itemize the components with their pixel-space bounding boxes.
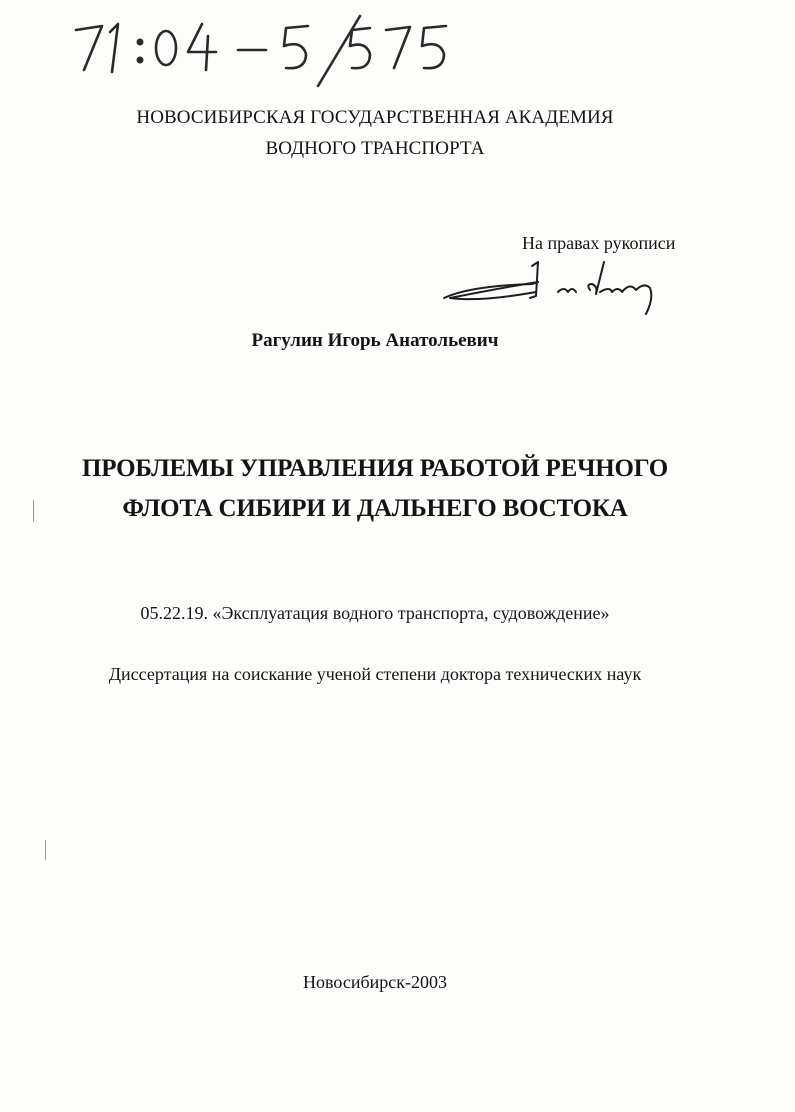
author-name: Рагулин Игорь Анатольевич <box>251 330 499 351</box>
dissertation-degree-note: Диссертация на соискание ученой степени доктора технических наук <box>108 664 642 684</box>
manuscript-rights-note: На правах рукописи <box>522 233 676 253</box>
institution-line-2: ВОДНОГО ТРАНСПОРТА <box>265 138 485 159</box>
specialty-code: 05.22.19. «Эксплуатация водного транспорта, судовождение» <box>140 603 610 623</box>
handwritten-archive-code <box>70 8 470 88</box>
institution-line-1: НОВОСИБИРСКАЯ ГОСУДАРСТВЕННАЯ АКАДЕМИЯ <box>136 107 614 128</box>
scan-mark <box>45 840 46 860</box>
dissertation-title-line-2: ФЛОТА СИБИРИ И ДАЛЬНЕГО ВОСТОКА <box>122 495 628 522</box>
city-year: Новосибирск-2003 <box>303 972 447 992</box>
scan-mark <box>33 500 34 522</box>
dissertation-title-line-1: ПРОБЛЕМЫ УПРАВЛЕНИЯ РАБОТОЙ РЕЧНОГО <box>81 455 669 482</box>
author-signature <box>440 258 680 318</box>
